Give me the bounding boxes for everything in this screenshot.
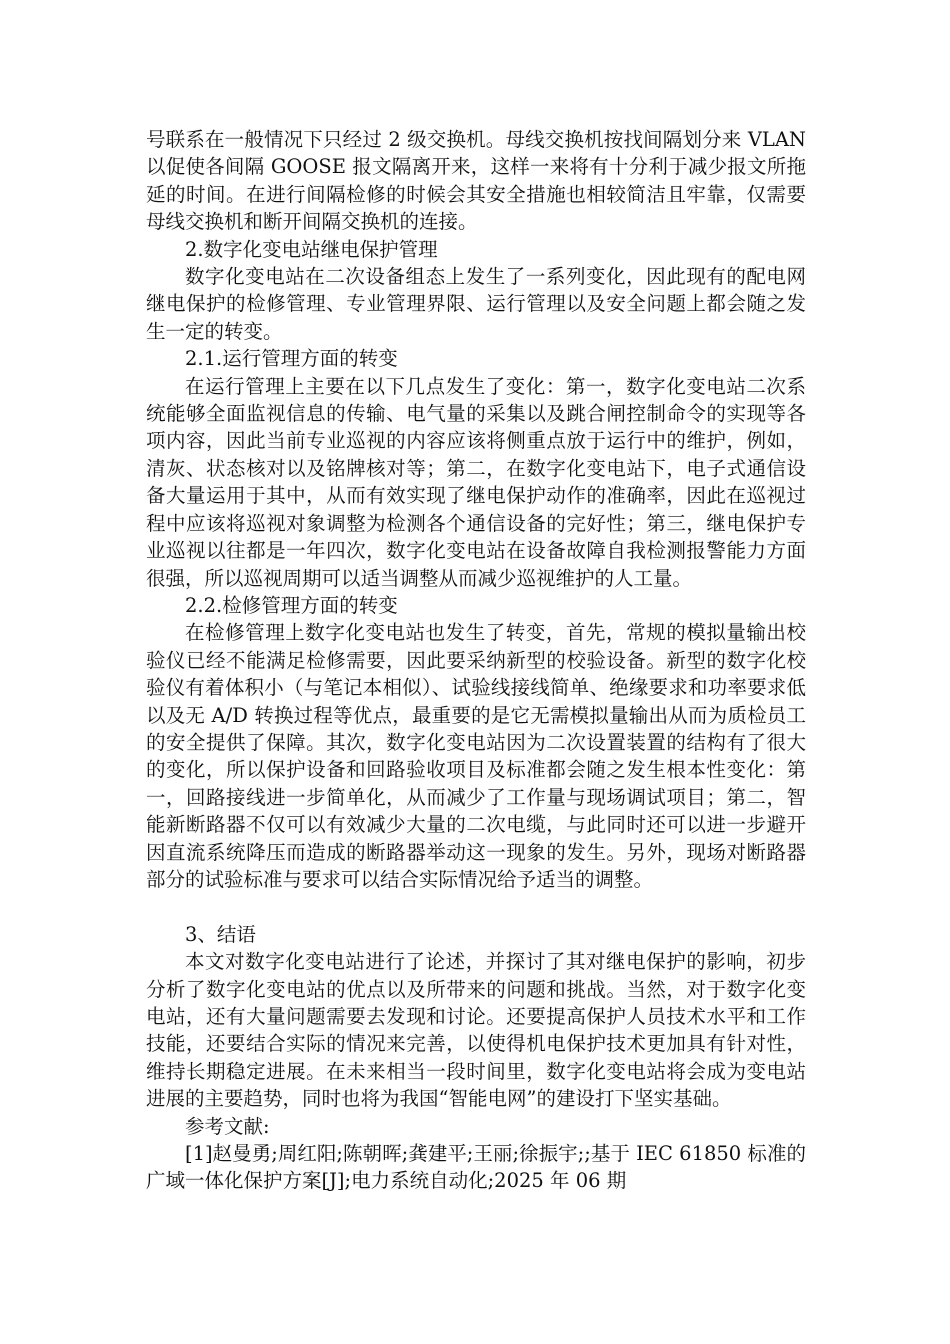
body-paragraph: 在运行管理上主要在以下几点发生了变化：第一，数字化变电站二次系统能够全面监视信息的传输、电气量的采集以及跳合闸控制命令的实现等各项内容，因此当前专业巡视的内容应该将侧重点放于运行中的维护，例如，清灰、状态核对以及铭牌核对等；第二，在数字化变电站下，电子式通信设备大量运用于其中，从而有效实现了继电保护动作的准确率，因此在巡视过程中应该将巡视对象调整为检测各个通信设备的完好性；第三，继电保护专业巡视以往都是一年四次，数字化变电站在设备故障自我检测报警能力方面很强，所以巡视周期可以适当调整从而减少巡视维护的人工量。 xyxy=(146,374,806,590)
section-heading-3: 3、结语 xyxy=(185,922,256,946)
body-paragraph: 数字化变电站在二次设备组态上发生了一系列变化，因此现有的配电网继电保护的检修管理、专业管理界限、运行管理以及安全问题上都会随之发生一定的转变。 xyxy=(146,265,806,343)
document-page xyxy=(146,126,806,1195)
body-paragraph: 本文对数字化变电站进行了论述，并探讨了其对继电保护的影响，初步分析了数字化变电站的优点以及所带来的问题和挑战。当然，对于数字化变电站，还有大量问题需要去发现和讨论。还要提高保护人员技术水平和工作技能，还要结合实际的情况来完善，以使得机电保护技术更加具有针对性，维持长期稳定进展。在未来相当一段时间里，数字化变电站将会成为变电站进展的主要趋势，同时也将为我国“智能电网”的建设打下坚实基础。 xyxy=(146,950,806,1111)
blank-line xyxy=(146,893,806,920)
body-paragraph: 在检修管理上数字化变电站也发生了转变，首先，常规的模拟量输出校验仪已经不能满足检修需要，因此要采纳新型的校验设备。新型的数字化校验仪有着体积小（与笔记本相似）、试验线接线简单、绝缘要求和功率要求低以及无 A/D 转换过程等优点，最重要的是它无需模拟量输出从而为质检员工的安全提供了保障。其次，数字化变电站因为二次设置装置的结构有了很大的变化，所以保护设备和回路验收项目及标准都会随之发生根本性变化：第一，回路接线进一步简单化，从而减少了工作量与现场调试项目；第二，智能新断路器不仅可以有效减少大量的二次电缆，与此同时还可以进一步避开因直流系统降压而造成的断路器举动这一现象的发生。另外，现场对断路器部分的试验标准与要求可以结合实际情况给予适当的调整。 xyxy=(146,621,806,891)
references-heading: 参考文献: xyxy=(185,1114,270,1138)
section-heading-2: 2.数字化变电站继电保护管理 xyxy=(185,237,438,261)
section-heading-2-2: 2.2.检修管理方面的转变 xyxy=(185,593,398,617)
body-paragraph: 号联系在一般情况下只经过 2 级交换机。母线交换机按找间隔划分来 VLAN 以促使各间隔 GOOSE 报文隔离开来，这样一来将有十分利于减少报文所拖延的时间。在进行间隔检修的时候会其安全措施也相较简洁且牢靠，仅需要母线交换机和断开间隔交换机的连接。 xyxy=(146,128,806,234)
reference-item: [1]赵曼勇;周红阳;陈朝晖;龚建平;王丽;徐振宇;;基于 IEC 61850 标准的广域一体化保护方案[J];电力系统自动化;2025 年 06 期 xyxy=(146,1142,806,1193)
section-heading-2-1: 2.1.运行管理方面的转变 xyxy=(185,347,398,371)
